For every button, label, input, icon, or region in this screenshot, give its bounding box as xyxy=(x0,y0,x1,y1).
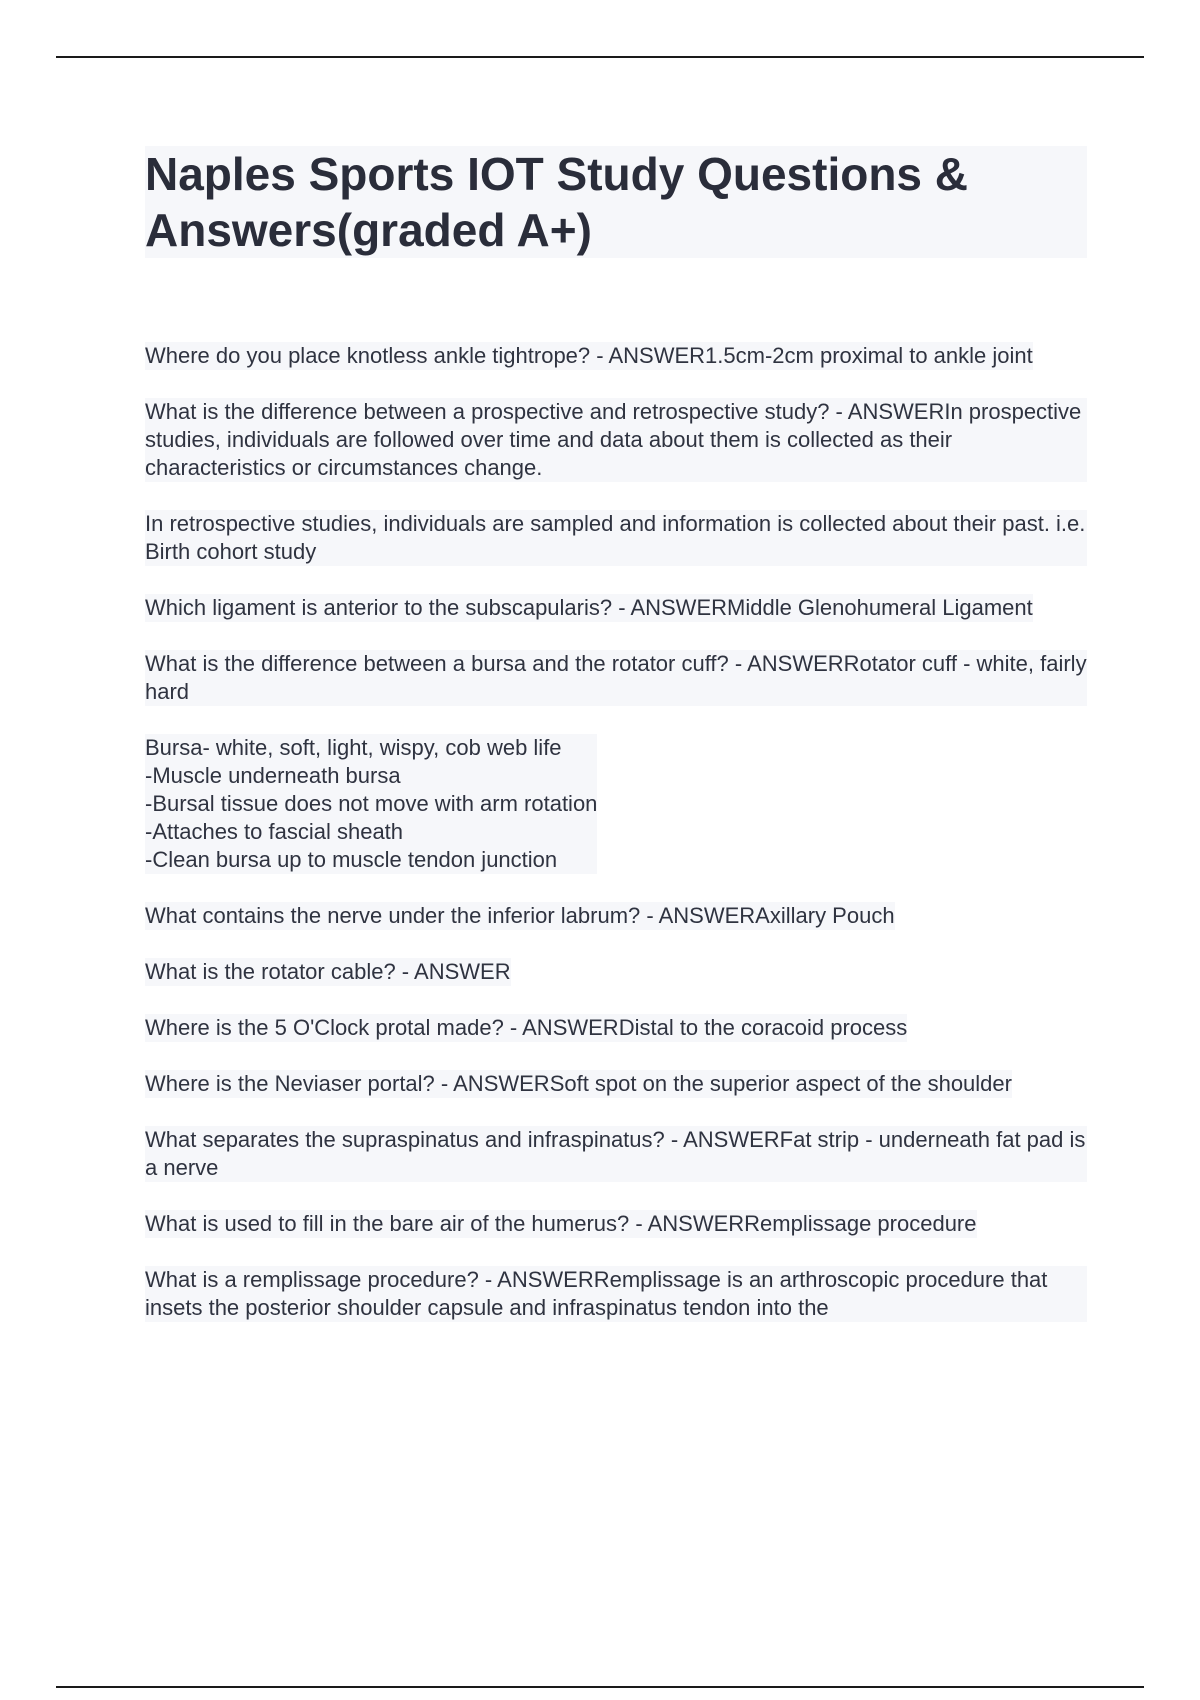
qa-entry: What is the difference between a bursa and the rotator cuff? - ANSWERRotator cuff - white, fairly hard xyxy=(145,651,1087,704)
qa-entry: Where is the 5 O'Clock protal made? - ANSWERDistal to the coracoid process xyxy=(145,1015,908,1040)
qa-entry: Where is the Neviaser portal? - ANSWERSoft spot on the superior aspect of the shoulder xyxy=(145,1071,1012,1096)
qa-entry: What separates the supraspinatus and infraspinatus? - ANSWERFat strip - underneath fat pad is a nerve xyxy=(145,1127,1086,1180)
qa-entry: What is the rotator cable? - ANSWER xyxy=(145,959,511,984)
qa-entry: In retrospective studies, individuals are sampled and information is collected about their past. i.e. Birth cohort study xyxy=(145,511,1086,564)
qa-list xyxy=(145,342,1087,1350)
qa-entry: What contains the nerve under the inferior labrum? - ANSWERAxillary Pouch xyxy=(145,903,895,928)
qa-entry: Where do you place knotless ankle tightrope? - ANSWER1.5cm-2cm proximal to ankle joint xyxy=(145,343,1033,368)
qa-entry: Which ligament is anterior to the subscapularis? - ANSWERMiddle Glenohumeral Ligament xyxy=(145,595,1033,620)
qa-entry: What is used to fill in the bare air of the humerus? - ANSWERRemplissage procedure xyxy=(145,1211,977,1236)
title-block xyxy=(145,146,1087,258)
qa-entry: What is a remplissage procedure? - ANSWERRemplissage is an arthroscopic procedure that insets the posterior shoulder capsule and infraspinatus tendon into the xyxy=(145,1266,1087,1322)
qa-entry: Bursa- white, soft, light, wispy, cob web life -Muscle underneath bursa -Bursal tissue does not move with arm rotation -Attaches to fascial sheath -Clean bursa up to muscle tendon junction xyxy=(145,735,598,872)
document-title: Naples Sports IOT Study Questions & Answers(graded A+) xyxy=(145,148,969,256)
document-body xyxy=(145,146,1087,1350)
bottom-rule xyxy=(56,1686,1144,1688)
top-rule xyxy=(56,56,1144,58)
qa-entry: What is the difference between a prospective and retrospective study? - ANSWERIn prospective studies, individuals are followed over time and data about them is collected as their characteristics or circumstances change. xyxy=(145,398,1087,482)
